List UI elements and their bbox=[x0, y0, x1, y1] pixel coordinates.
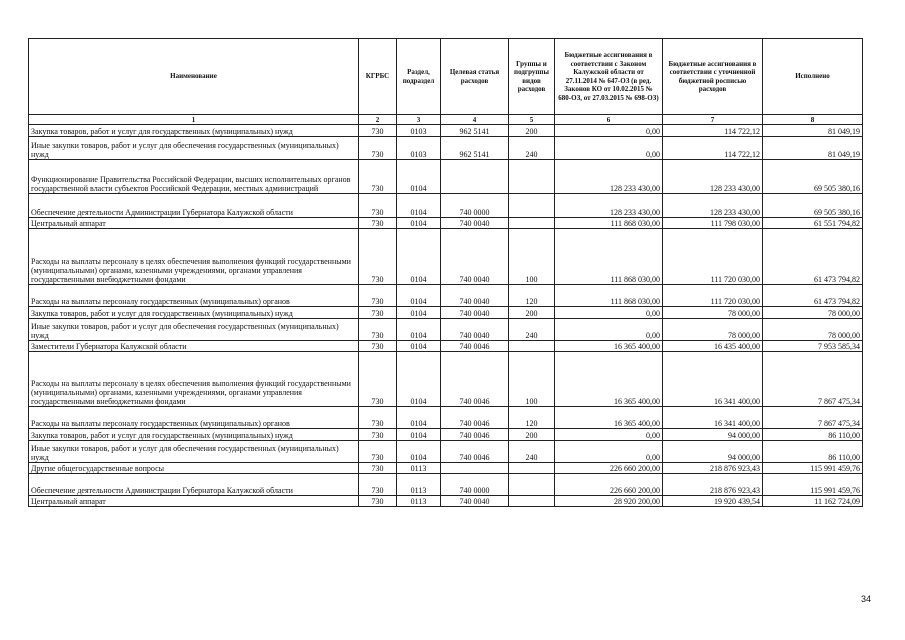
header-kgrbs: КГРБС bbox=[359, 39, 397, 115]
row-refined-amount: 94 000,00 bbox=[663, 429, 763, 441]
row-target: 740 0040 bbox=[441, 319, 509, 341]
row-law-amount: 0,00 bbox=[555, 125, 663, 137]
row-refined-amount: 218 876 923,43 bbox=[663, 463, 763, 474]
row-refined-amount: 19 920 439,54 bbox=[663, 496, 763, 507]
column-number: 2 bbox=[359, 115, 397, 125]
row-section: 0104 bbox=[397, 307, 441, 319]
row-law-amount: 111 868 030,00 bbox=[555, 229, 663, 285]
row-kgrbs: 730 bbox=[359, 160, 397, 194]
row-section: 0104 bbox=[397, 407, 441, 429]
row-refined-amount: 114 722,12 bbox=[663, 125, 763, 137]
row-name: Расходы на выплаты персоналу государственных (муниципальных) органов bbox=[29, 285, 359, 307]
row-target bbox=[441, 463, 509, 474]
row-section: 0103 bbox=[397, 137, 441, 160]
row-refined-amount: 111 798 030,00 bbox=[663, 218, 763, 229]
row-name: Иные закупки товаров, работ и услуг для обеспечения государственных (муниципальных) нужд bbox=[29, 441, 359, 463]
header-section: Раздел, подраздел bbox=[397, 39, 441, 115]
row-kgrbs: 730 bbox=[359, 441, 397, 463]
row-section: 0104 bbox=[397, 218, 441, 229]
row-refined-amount: 128 233 430,00 bbox=[663, 160, 763, 194]
row-target: 740 0040 bbox=[441, 285, 509, 307]
row-executed-amount: 61 473 794,82 bbox=[763, 285, 863, 307]
row-refined-amount: 78 000,00 bbox=[663, 307, 763, 319]
row-law-amount: 28 920 200,00 bbox=[555, 496, 663, 507]
row-group bbox=[509, 194, 555, 218]
row-refined-amount: 78 000,00 bbox=[663, 319, 763, 341]
row-kgrbs: 730 bbox=[359, 407, 397, 429]
row-target: 962 5141 bbox=[441, 137, 509, 160]
column-number: 4 bbox=[441, 115, 509, 125]
row-kgrbs: 730 bbox=[359, 319, 397, 341]
row-kgrbs: 730 bbox=[359, 229, 397, 285]
row-refined-amount: 16 435 400,00 bbox=[663, 341, 763, 352]
column-number: 7 bbox=[663, 115, 763, 125]
row-refined-amount: 111 720 030,00 bbox=[663, 229, 763, 285]
table-row bbox=[29, 160, 863, 194]
row-section: 0104 bbox=[397, 285, 441, 307]
row-section: 0104 bbox=[397, 229, 441, 285]
row-section: 0104 bbox=[397, 319, 441, 341]
row-name: Центральный аппарат bbox=[29, 496, 359, 507]
table-row bbox=[29, 319, 863, 341]
row-name: Функционирование Правительства Российской Федерации, высших исполнительных органов государственной власти субъектов Российской Федерации, местных администраций bbox=[29, 160, 359, 194]
row-kgrbs: 730 bbox=[359, 496, 397, 507]
row-kgrbs: 730 bbox=[359, 474, 397, 496]
table-row bbox=[29, 407, 863, 429]
table-row bbox=[29, 496, 863, 507]
row-target: 740 0046 bbox=[441, 341, 509, 352]
row-refined-amount: 111 720 030,00 bbox=[663, 285, 763, 307]
row-name: Расходы на выплаты персоналу в целях обеспечения выполнения функций государственными (муниципальными) органами, казенными учреждениями, органами управления государственными внебюджетными фондами bbox=[29, 352, 359, 407]
row-group bbox=[509, 160, 555, 194]
row-section: 0104 bbox=[397, 160, 441, 194]
row-law-amount: 226 660 200,00 bbox=[555, 474, 663, 496]
row-group: 100 bbox=[509, 352, 555, 407]
row-name: Другие общегосударственные вопросы bbox=[29, 463, 359, 474]
row-law-amount: 0,00 bbox=[555, 319, 663, 341]
table-row bbox=[29, 429, 863, 441]
row-group: 120 bbox=[509, 285, 555, 307]
row-kgrbs: 730 bbox=[359, 463, 397, 474]
row-refined-amount: 128 233 430,00 bbox=[663, 194, 763, 218]
row-refined-amount: 114 722,12 bbox=[663, 137, 763, 160]
row-name: Заместители Губернатора Калужской области bbox=[29, 341, 359, 352]
row-executed-amount: 86 110,00 bbox=[763, 441, 863, 463]
budget-table bbox=[28, 38, 863, 507]
row-section: 0104 bbox=[397, 441, 441, 463]
row-group: 200 bbox=[509, 429, 555, 441]
row-group: 240 bbox=[509, 441, 555, 463]
header-law: Бюджетные ассигнования в соответствии с Законом Калужской области от 27.11.2014 № 647-ОЗ (в ред. Законов КО от 10.02.2015 № 680-ОЗ, от 27.03.2015 № 698-ОЗ) bbox=[555, 39, 663, 115]
header-target: Целевая статья расходов bbox=[441, 39, 509, 115]
row-kgrbs: 730 bbox=[359, 429, 397, 441]
row-name: Центральный аппарат bbox=[29, 218, 359, 229]
column-number: 8 bbox=[763, 115, 863, 125]
row-kgrbs: 730 bbox=[359, 137, 397, 160]
column-number: 1 bbox=[29, 115, 359, 125]
header-name: Наименование bbox=[29, 39, 359, 115]
row-executed-amount: 115 991 459,76 bbox=[763, 463, 863, 474]
row-executed-amount: 69 505 380,16 bbox=[763, 194, 863, 218]
table-row bbox=[29, 441, 863, 463]
row-law-amount: 16 365 400,00 bbox=[555, 407, 663, 429]
row-group bbox=[509, 341, 555, 352]
table-row bbox=[29, 341, 863, 352]
row-target: 740 0000 bbox=[441, 194, 509, 218]
row-name: Расходы на выплаты персоналу в целях обеспечения выполнения функций государственными (муниципальными) органами, казенными учреждениями, органами управления государственными внебюджетными фондами bbox=[29, 229, 359, 285]
row-target: 740 0040 bbox=[441, 307, 509, 319]
row-law-amount: 128 233 430,00 bbox=[555, 160, 663, 194]
table-row bbox=[29, 229, 863, 285]
column-number: 6 bbox=[555, 115, 663, 125]
row-kgrbs: 730 bbox=[359, 125, 397, 137]
row-law-amount: 226 660 200,00 bbox=[555, 463, 663, 474]
row-name: Закупка товаров, работ и услуг для государственных (муниципальных) нужд bbox=[29, 307, 359, 319]
row-name: Закупка товаров, работ и услуг для государственных (муниципальных) нужд bbox=[29, 125, 359, 137]
row-name: Иные закупки товаров, работ и услуг для обеспечения государственных (муниципальных) нужд bbox=[29, 137, 359, 160]
row-group: 240 bbox=[509, 319, 555, 341]
row-target: 740 0046 bbox=[441, 429, 509, 441]
row-section: 0104 bbox=[397, 194, 441, 218]
row-target: 740 0046 bbox=[441, 352, 509, 407]
table-header-row bbox=[29, 39, 863, 115]
page-number: 34 bbox=[860, 594, 871, 604]
row-executed-amount: 81 049,19 bbox=[763, 125, 863, 137]
row-target: 740 0046 bbox=[441, 407, 509, 429]
row-law-amount: 0,00 bbox=[555, 307, 663, 319]
row-name: Иные закупки товаров, работ и услуг для обеспечения государственных (муниципальных) нужд bbox=[29, 319, 359, 341]
row-executed-amount: 86 110,00 bbox=[763, 429, 863, 441]
row-kgrbs: 730 bbox=[359, 341, 397, 352]
header-group: Группы и подгруппы видов расходов bbox=[509, 39, 555, 115]
row-group bbox=[509, 474, 555, 496]
row-law-amount: 16 365 400,00 bbox=[555, 352, 663, 407]
row-executed-amount: 7 867 475,34 bbox=[763, 407, 863, 429]
row-law-amount: 0,00 bbox=[555, 441, 663, 463]
row-group bbox=[509, 496, 555, 507]
row-target: 740 0040 bbox=[441, 229, 509, 285]
row-executed-amount: 81 049,19 bbox=[763, 137, 863, 160]
row-kgrbs: 730 bbox=[359, 285, 397, 307]
row-refined-amount: 94 000,00 bbox=[663, 441, 763, 463]
row-group bbox=[509, 463, 555, 474]
row-section: 0113 bbox=[397, 496, 441, 507]
row-executed-amount: 78 000,00 bbox=[763, 319, 863, 341]
row-section: 0113 bbox=[397, 463, 441, 474]
row-kgrbs: 730 bbox=[359, 307, 397, 319]
row-target: 740 0046 bbox=[441, 441, 509, 463]
row-executed-amount: 78 000,00 bbox=[763, 307, 863, 319]
row-section: 0103 bbox=[397, 125, 441, 137]
row-target: 962 5141 bbox=[441, 125, 509, 137]
row-group: 200 bbox=[509, 307, 555, 319]
row-executed-amount: 11 162 724,09 bbox=[763, 496, 863, 507]
table-row bbox=[29, 194, 863, 218]
row-law-amount: 0,00 bbox=[555, 137, 663, 160]
row-executed-amount: 115 991 459,76 bbox=[763, 474, 863, 496]
table-row bbox=[29, 463, 863, 474]
row-section: 0104 bbox=[397, 429, 441, 441]
row-law-amount: 128 233 430,00 bbox=[555, 194, 663, 218]
row-kgrbs: 730 bbox=[359, 194, 397, 218]
row-section: 0104 bbox=[397, 352, 441, 407]
row-law-amount: 16 365 400,00 bbox=[555, 341, 663, 352]
row-executed-amount: 61 551 794,82 bbox=[763, 218, 863, 229]
row-executed-amount: 7 867 475,34 bbox=[763, 352, 863, 407]
row-group: 100 bbox=[509, 229, 555, 285]
column-number-row bbox=[29, 115, 863, 125]
table-row bbox=[29, 474, 863, 496]
row-name: Обеспечение деятельности Администрации Губернатора Калужской области bbox=[29, 194, 359, 218]
row-target: 740 0040 bbox=[441, 218, 509, 229]
row-kgrbs: 730 bbox=[359, 218, 397, 229]
row-kgrbs: 730 bbox=[359, 352, 397, 407]
row-target: 740 0000 bbox=[441, 474, 509, 496]
table-row bbox=[29, 307, 863, 319]
row-name: Обеспечение деятельности Администрации Губернатора Калужской области bbox=[29, 474, 359, 496]
table-row bbox=[29, 125, 863, 137]
table-row bbox=[29, 285, 863, 307]
row-refined-amount: 16 341 400,00 bbox=[663, 352, 763, 407]
row-group bbox=[509, 218, 555, 229]
row-law-amount: 0,00 bbox=[555, 429, 663, 441]
row-refined-amount: 16 341 400,00 bbox=[663, 407, 763, 429]
row-target bbox=[441, 160, 509, 194]
row-law-amount: 111 868 030,00 bbox=[555, 285, 663, 307]
column-number: 3 bbox=[397, 115, 441, 125]
row-group: 120 bbox=[509, 407, 555, 429]
row-group: 200 bbox=[509, 125, 555, 137]
row-executed-amount: 69 505 380,16 bbox=[763, 160, 863, 194]
row-name: Расходы на выплаты персоналу государственных (муниципальных) органов bbox=[29, 407, 359, 429]
column-number: 5 bbox=[509, 115, 555, 125]
row-refined-amount: 218 876 923,43 bbox=[663, 474, 763, 496]
header-refined: Бюджетные ассигнования в соответствии с уточненной бюджетной росписью расходов bbox=[663, 39, 763, 115]
row-executed-amount: 7 953 585,34 bbox=[763, 341, 863, 352]
row-section: 0104 bbox=[397, 341, 441, 352]
table-row bbox=[29, 352, 863, 407]
row-executed-amount: 61 473 794,82 bbox=[763, 229, 863, 285]
header-executed: Исполнено bbox=[763, 39, 863, 115]
table-row bbox=[29, 137, 863, 160]
row-name: Закупка товаров, работ и услуг для государственных (муниципальных) нужд bbox=[29, 429, 359, 441]
row-section: 0113 bbox=[397, 474, 441, 496]
row-law-amount: 111 868 030,00 bbox=[555, 218, 663, 229]
row-group: 240 bbox=[509, 137, 555, 160]
table-row bbox=[29, 218, 863, 229]
row-target: 740 0040 bbox=[441, 496, 509, 507]
